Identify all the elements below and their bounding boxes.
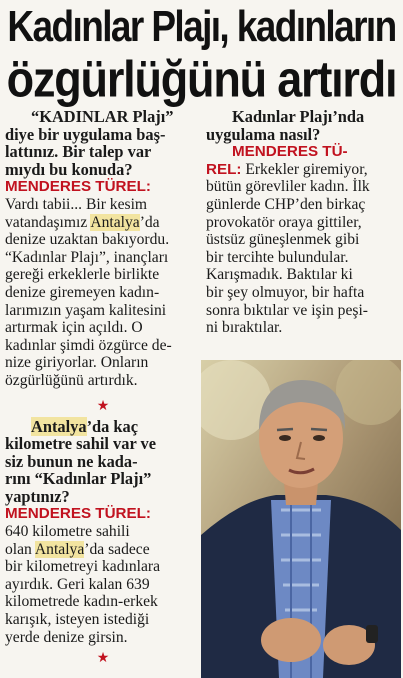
question-1 <box>5 108 201 178</box>
answer-1-line: vatandaşımız Antalya’da <box>5 213 160 231</box>
question-2-line: kilometre sahil var ve <box>5 434 156 454</box>
highlighted-word: Antalya <box>31 416 87 436</box>
portrait-illustration <box>201 360 401 678</box>
portrait-photo <box>201 360 401 678</box>
answer-3-line: sonra bıktılar ve işin peşi- <box>206 301 368 319</box>
highlighted-word: Antalya <box>90 213 140 231</box>
headline-line-1: Kadınlar Plajı, kadınların <box>7 2 396 51</box>
answer-1-line: denize giremeyen kadın- <box>5 283 160 301</box>
answer-3-line: günlerde CHP’den birkaç <box>206 195 366 213</box>
question-2-line: yaptınız? <box>5 486 70 506</box>
answer-3-line: üstsüz güneşlenmek gibi <box>206 231 360 249</box>
answer-3-line: bir tercihte bulundular. <box>206 248 349 266</box>
answer-2-line: kilometrede kadın-erkek <box>5 593 158 611</box>
answer-3-line: bütün görevliler kadın. İlk <box>206 178 370 196</box>
answer-1-line: nize giriyorlar. Onların <box>5 354 149 372</box>
speaker-name: MENDERES TÜREL: <box>5 505 151 523</box>
answer-3 <box>206 143 398 337</box>
headline-line-2: özgürlüğünü artırdı <box>6 50 397 109</box>
answer-3-line: ni bıraktılar. <box>206 319 283 337</box>
answer-1-line: larımızın yaşam kalitesini <box>5 301 167 319</box>
highlighted-word: Antalya <box>34 540 85 558</box>
question-1-line: mıydı bu konuda? <box>5 159 133 179</box>
answer-2-line: bir kilometreyi kadınlara <box>5 558 161 576</box>
answer-1 <box>5 178 201 389</box>
speaker-name: REL: <box>206 160 242 178</box>
speaker-name: MENDERES TÜ- <box>232 143 348 161</box>
answer-2-line: karışık, isteyen istediği <box>5 611 150 629</box>
question-2 <box>5 418 201 506</box>
answer-1-line: denize uzaktan bakıyordu. <box>5 231 170 249</box>
answer-2-line: 640 kilometre sahili <box>5 523 130 541</box>
answer-1-line: Vardı tabii... Bir kesim <box>5 195 148 213</box>
star-separator: ★ <box>96 649 110 666</box>
answer-3-line: bir şey olmuyor, bir hafta <box>206 283 365 301</box>
answer-3-line: Karışmadık. Baktılar ki <box>206 266 353 284</box>
answer-1-line: artırmak için açıldı. O <box>5 319 143 337</box>
question-1-line: “KADINLAR Plajı” <box>31 107 174 126</box>
question-3-line: uygulama nasıl? <box>206 124 321 144</box>
right-column <box>206 108 398 337</box>
star-separator: ★ <box>96 396 110 413</box>
answer-1-line: kadınlar şimdi özgürce de- <box>5 336 172 354</box>
question-1-line: lattınız. Bir talep var <box>5 142 152 162</box>
answer-1-line: “Kadınlar Plajı”, inançları <box>5 248 169 266</box>
speaker-name: MENDERES TÜREL: <box>5 178 151 196</box>
answer-3-line: provokatör oraya gittiler, <box>206 213 362 231</box>
answer-1-line: özgürlüğünü artırdık. <box>5 371 138 389</box>
left-column <box>5 108 201 665</box>
question-3-line: Kadınlar Plajı’nda <box>232 107 365 126</box>
answer-2-line: yerde denize girsin. <box>5 628 128 646</box>
question-2-line: siz bunun ne kada- <box>5 451 138 471</box>
answer-2-line: olan Antalya’da sadece <box>5 540 150 558</box>
answer-2 <box>5 505 201 646</box>
question-2-line: rını “Kadınlar Plajı” <box>5 469 152 489</box>
answer-1-line: gereği erkeklerle birlikte <box>5 266 160 284</box>
question-1-line: diye bir uygulama baş- <box>5 124 166 144</box>
answer-3-line: REL: Erkekler giremiyor, <box>206 160 368 178</box>
answer-2-line: ayırdık. Geri kalan 639 <box>5 575 150 593</box>
question-2-line: Antalya’da kaç <box>31 416 139 436</box>
question-3 <box>206 108 398 143</box>
